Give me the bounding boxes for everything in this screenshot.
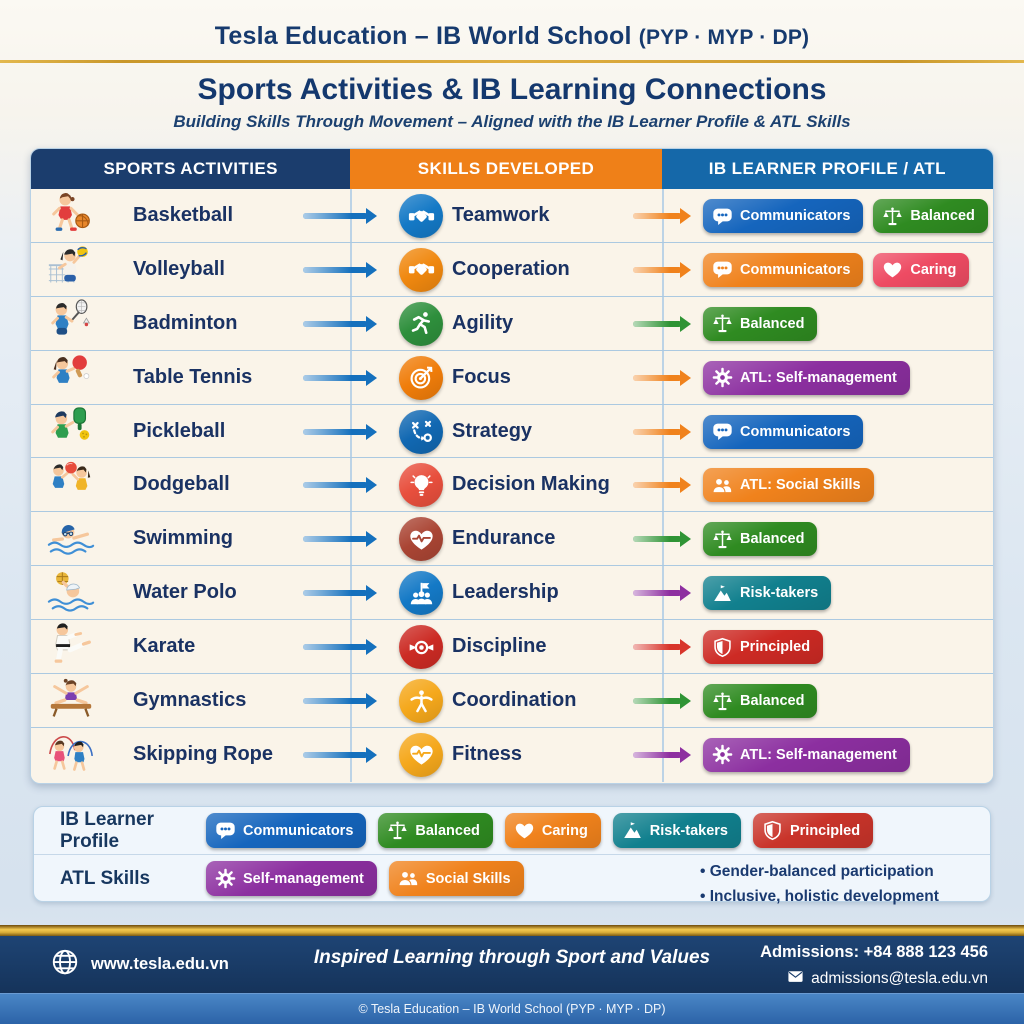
legend-profile-badges bbox=[206, 813, 873, 848]
table-header-row bbox=[31, 149, 993, 189]
column-header-1: SPORTS ACTIVITIES bbox=[31, 149, 350, 189]
skipping-rope-illustration bbox=[44, 729, 98, 781]
badge-label: Principled bbox=[789, 822, 861, 839]
school-title bbox=[0, 22, 1024, 51]
legend-note: • Inclusive, holistic development bbox=[700, 884, 939, 909]
badge-balanced bbox=[378, 813, 492, 848]
table-row bbox=[31, 243, 993, 297]
skill-name: Strategy bbox=[452, 419, 533, 442]
swimming-illustration bbox=[44, 513, 98, 565]
speech-bubble-icon bbox=[712, 206, 733, 227]
skill-name: Decision Making bbox=[452, 473, 610, 496]
badge-principled bbox=[703, 630, 823, 664]
mountain-flag-icon bbox=[622, 820, 643, 841]
badge-balanced bbox=[873, 199, 987, 233]
profile-badges bbox=[703, 522, 817, 556]
sport-name: Skipping Rope bbox=[133, 742, 273, 765]
badge-label: Balanced bbox=[910, 208, 975, 224]
skill-name: Leadership bbox=[452, 581, 559, 604]
badge-atl-self-management bbox=[703, 738, 910, 772]
table-row bbox=[31, 458, 993, 512]
table-row bbox=[31, 512, 993, 566]
flow-arrow-icon bbox=[303, 370, 377, 386]
badge-balanced bbox=[703, 307, 817, 341]
table-row bbox=[31, 728, 993, 782]
badge-self-management bbox=[206, 861, 377, 896]
badge-label: Caring bbox=[541, 822, 588, 839]
legend-atl-label: ATL Skills bbox=[60, 867, 151, 889]
school-name: Tesla Education – IB World School bbox=[214, 22, 632, 50]
flow-arrow-icon bbox=[303, 531, 377, 547]
sport-name: Basketball bbox=[133, 204, 234, 226]
legend-atl-badges bbox=[206, 861, 524, 896]
badge-label: Balanced bbox=[415, 822, 480, 839]
profile-badges bbox=[703, 738, 910, 772]
badge-atl-self-management bbox=[703, 361, 910, 395]
badge-label: ATL: Social Skills bbox=[740, 477, 861, 494]
school-programs: (PYP · MYP · DP) bbox=[638, 26, 810, 49]
leadership-icon bbox=[399, 571, 443, 615]
heart-icon bbox=[514, 820, 535, 841]
legend-profile-row bbox=[34, 807, 990, 854]
email-address: admissions@tesla.edu.vn bbox=[811, 970, 988, 987]
sport-name: Swimming bbox=[133, 527, 234, 550]
gymnastics-illustration bbox=[44, 675, 98, 727]
flow-arrow-icon bbox=[633, 316, 691, 332]
badge-label: Communicators bbox=[740, 208, 851, 224]
gear-icon bbox=[712, 367, 733, 388]
sport-name: Water Polo bbox=[133, 581, 237, 604]
badge-label: ATL: Self-management bbox=[740, 369, 897, 386]
copyright-bar: © Tesla Education – IB World School (PYP · MYP · DP) bbox=[0, 993, 1024, 1024]
target-icon bbox=[399, 356, 443, 400]
envelope-icon bbox=[787, 968, 804, 990]
skill-name: Focus bbox=[452, 365, 511, 388]
footer-gold-bar bbox=[0, 925, 1024, 936]
column-header-2: SKILLS DEVELOPED bbox=[350, 149, 661, 189]
footer-tagline: Inspired Learning through Sport and Values bbox=[313, 947, 711, 968]
table-row bbox=[31, 405, 993, 459]
skill-name: Agility bbox=[452, 311, 514, 334]
badge-caring bbox=[873, 253, 969, 287]
badge-risk-takers bbox=[703, 576, 831, 610]
speech-bubble-icon bbox=[712, 259, 733, 280]
table-body bbox=[31, 189, 993, 782]
flow-arrow-icon bbox=[303, 639, 377, 655]
page-subtitle: Building Skills Through Movement – Aligned with the IB Learner Profile & ATL Skills bbox=[173, 112, 851, 131]
website-url: www.tesla.edu.vn bbox=[91, 955, 229, 973]
legend-note: • Gender-balanced participation bbox=[700, 859, 939, 884]
lightbulb-icon bbox=[399, 463, 443, 507]
flow-arrow-icon bbox=[633, 208, 691, 224]
badge-communicators bbox=[703, 253, 863, 287]
people-icon bbox=[398, 868, 419, 889]
profile-badges bbox=[703, 684, 817, 718]
badge-label: ATL: Self-management bbox=[740, 746, 897, 763]
badge-risk-takers bbox=[613, 813, 741, 848]
skill-name: Endurance bbox=[452, 527, 556, 550]
handshake-icon bbox=[399, 194, 443, 238]
flow-arrow-icon bbox=[633, 639, 691, 655]
skill-name: Fitness bbox=[452, 742, 523, 765]
scales-icon bbox=[882, 206, 903, 227]
heart-pulse-icon bbox=[399, 733, 443, 777]
legend-profile-label: IB Learner Profile bbox=[60, 808, 154, 852]
flow-arrow-icon bbox=[303, 424, 377, 440]
profile-badges bbox=[703, 253, 969, 287]
balance-icon bbox=[399, 679, 443, 723]
badge-label: Risk-takers bbox=[649, 822, 728, 839]
badge-label: Communicators bbox=[740, 261, 851, 278]
flow-arrow-icon bbox=[633, 693, 691, 709]
badge-social-skills bbox=[389, 861, 524, 896]
badge-principled bbox=[753, 813, 873, 848]
badge-balanced bbox=[703, 684, 817, 718]
medal-icon bbox=[399, 625, 443, 669]
handshake-icon bbox=[399, 248, 443, 292]
badge-communicators bbox=[206, 813, 366, 848]
water-polo-illustration bbox=[44, 567, 98, 619]
profile-badges bbox=[703, 468, 874, 502]
profile-badges bbox=[703, 307, 817, 341]
flow-arrow-icon bbox=[633, 531, 691, 547]
skill-name: Coordination bbox=[452, 689, 577, 712]
shield-icon bbox=[712, 637, 733, 658]
flow-arrow-icon bbox=[303, 208, 377, 224]
badge-communicators bbox=[703, 199, 863, 233]
legend-box bbox=[33, 806, 991, 905]
basketball-illustration bbox=[44, 190, 98, 242]
badge-label: Balanced bbox=[740, 315, 805, 332]
flow-arrow-icon bbox=[303, 693, 377, 709]
badge-label: Risk-takers bbox=[740, 585, 819, 602]
karate-illustration bbox=[44, 621, 98, 673]
table-row bbox=[31, 189, 993, 243]
badge-label: Social Skills bbox=[425, 870, 511, 887]
badge-label: Communicators bbox=[740, 423, 851, 440]
profile-badges bbox=[703, 415, 863, 449]
scales-icon bbox=[712, 691, 733, 712]
flow-arrow-icon bbox=[633, 747, 691, 763]
badge-atl-social-skills bbox=[703, 468, 874, 502]
sport-name: Badminton bbox=[133, 311, 238, 334]
skill-name: Discipline bbox=[452, 635, 547, 658]
badge-label: Principled bbox=[740, 639, 811, 656]
table-row bbox=[31, 674, 993, 728]
gold-divider bbox=[0, 60, 1024, 63]
skill-name: Teamwork bbox=[452, 204, 550, 226]
badminton-illustration bbox=[44, 298, 98, 350]
table-tennis-illustration bbox=[44, 352, 98, 404]
admissions-phone: Admissions: +84 888 123 456 bbox=[760, 943, 988, 961]
badge-label: Balanced bbox=[740, 531, 805, 548]
sport-name: Pickleball bbox=[133, 419, 226, 442]
badge-label: Caring bbox=[910, 261, 957, 278]
sport-name: Dodgeball bbox=[133, 473, 230, 496]
table-row bbox=[31, 566, 993, 620]
skill-name: Cooperation bbox=[452, 257, 570, 280]
column-header-3: IB LEARNER PROFILE / ATL bbox=[662, 149, 993, 189]
heart-pulse-icon bbox=[399, 517, 443, 561]
scales-icon bbox=[712, 529, 733, 550]
sports-table bbox=[30, 148, 994, 784]
table-row bbox=[31, 620, 993, 674]
pickleball-illustration bbox=[44, 406, 98, 458]
mountain-flag-icon bbox=[712, 583, 733, 604]
page-title: Sports Activities & IB Learning Connections bbox=[197, 73, 827, 106]
table-row bbox=[31, 351, 993, 405]
scales-icon bbox=[712, 313, 733, 334]
footer-contact bbox=[760, 943, 988, 990]
flow-arrow-icon bbox=[633, 424, 691, 440]
flow-arrow-icon bbox=[633, 477, 691, 493]
people-icon bbox=[712, 475, 733, 496]
badge-caring bbox=[505, 813, 601, 848]
speech-bubble-icon bbox=[215, 820, 236, 841]
flow-arrow-icon bbox=[303, 316, 377, 332]
sport-name: Gymnastics bbox=[133, 689, 247, 712]
legend-notes bbox=[700, 859, 939, 909]
gear-icon bbox=[712, 744, 733, 765]
badge-balanced bbox=[703, 522, 817, 556]
flow-arrow-icon bbox=[303, 585, 377, 601]
shield-icon bbox=[762, 820, 783, 841]
scales-icon bbox=[387, 820, 408, 841]
profile-badges bbox=[703, 361, 910, 395]
footer bbox=[0, 936, 1024, 993]
badge-communicators bbox=[703, 415, 863, 449]
badge-label: Communicators bbox=[243, 822, 354, 839]
flow-arrow-icon bbox=[303, 477, 377, 493]
sport-name: Table Tennis bbox=[133, 365, 253, 388]
flow-arrow-icon bbox=[633, 585, 691, 601]
badge-label: Balanced bbox=[740, 693, 805, 710]
flow-arrow-icon bbox=[633, 262, 691, 278]
profile-badges bbox=[703, 576, 831, 610]
profile-badges bbox=[703, 199, 988, 233]
volleyball-illustration bbox=[44, 244, 98, 296]
strategy-icon bbox=[399, 410, 443, 454]
dodgeball-illustration bbox=[44, 459, 98, 511]
runner-icon bbox=[399, 302, 443, 346]
flow-arrow-icon bbox=[303, 747, 377, 763]
profile-badges bbox=[703, 630, 823, 664]
badge-label: Self-management bbox=[243, 870, 364, 887]
flow-arrow-icon bbox=[303, 262, 377, 278]
gear-icon bbox=[215, 868, 236, 889]
sport-name: Karate bbox=[133, 635, 196, 658]
table-row bbox=[31, 297, 993, 351]
admissions-email bbox=[760, 968, 988, 990]
speech-bubble-icon bbox=[712, 421, 733, 442]
heart-icon bbox=[882, 259, 903, 280]
sport-name: Volleyball bbox=[133, 257, 225, 280]
flow-arrow-icon bbox=[633, 370, 691, 386]
